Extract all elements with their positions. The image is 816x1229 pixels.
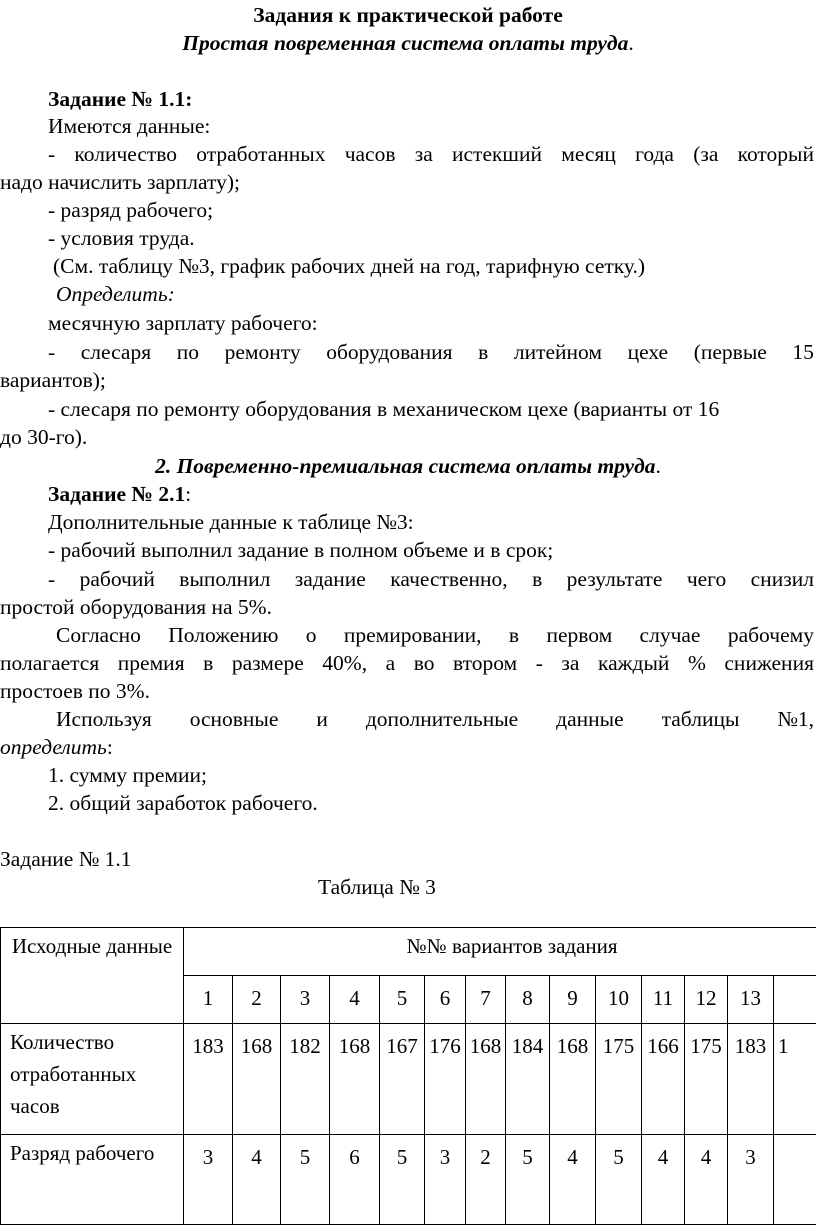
word: о xyxy=(305,623,317,647)
subtitle-text: Простая повременная система оплаты труда xyxy=(182,31,629,55)
variant-number: 5 xyxy=(380,976,425,1024)
task-2-1-para1-line2 xyxy=(0,650,814,678)
word: данные xyxy=(556,707,624,731)
task-2-1-intro: Дополнительные данные к таблице №3: xyxy=(48,510,414,534)
variant-number: 1 xyxy=(184,976,233,1024)
word: полагается xyxy=(0,651,100,675)
word: случае xyxy=(639,623,701,647)
table-cell: 4 xyxy=(550,1135,596,1225)
table-cell: 184 xyxy=(506,1024,550,1135)
table-caption: Таблица № 3 xyxy=(318,875,436,899)
variant-number: 8 xyxy=(506,976,550,1024)
task-1-1-option1-line1 xyxy=(48,339,814,367)
word: каждый xyxy=(597,651,670,675)
word: месяц xyxy=(561,142,616,166)
word: (за xyxy=(693,142,719,166)
data-table xyxy=(0,927,816,1225)
table-cell: 168 xyxy=(330,1024,380,1135)
task-1-1-option1-line2: вариантов); xyxy=(0,368,106,392)
word: Используя xyxy=(56,707,152,731)
table-cell: 3 xyxy=(728,1135,774,1225)
word: литейном xyxy=(513,340,602,364)
table-cell: 167 xyxy=(380,1024,425,1135)
word: истекший xyxy=(452,142,542,166)
task-1-1-heading: Задание № 1.1: xyxy=(48,87,193,111)
variant-number: 2 xyxy=(233,976,281,1024)
word: чего xyxy=(686,567,727,591)
task-1-1-option2-line2: до 30-го). xyxy=(0,425,88,449)
task-2-1-item2-line2: простой оборудования на 5%. xyxy=(0,595,272,619)
table-cell: 183 xyxy=(728,1024,774,1135)
table-row-grade xyxy=(1,1135,816,1225)
variant-number: 12 xyxy=(685,976,728,1024)
section-2-title-dot: . xyxy=(655,454,661,478)
task-2-1-item1: - рабочий выполнил задание в полном объеме и в срок; xyxy=(48,538,554,562)
word: цехе xyxy=(627,340,669,364)
table-cell: 6 xyxy=(330,1135,380,1225)
subtitle-dot: . xyxy=(628,31,634,55)
section-2-title xyxy=(0,453,816,481)
word: снижения xyxy=(724,651,814,675)
word: оборудования xyxy=(326,340,453,364)
word: втором xyxy=(452,651,518,675)
task-2-1-para1-line1 xyxy=(56,622,814,650)
word: таблицы xyxy=(661,707,740,731)
task-2-1-determine: определить xyxy=(0,735,107,759)
table-cell: 3 xyxy=(425,1135,466,1225)
task-1-1-determine: Определить: xyxy=(56,282,175,306)
header-cell-variants: №№ вариантов задания xyxy=(184,928,816,976)
word: основные xyxy=(189,707,279,731)
word: слесаря xyxy=(80,340,152,364)
word: - xyxy=(48,340,56,364)
word: рабочий xyxy=(79,567,155,591)
table-cell: 183 xyxy=(184,1024,233,1135)
table-cell: 175 xyxy=(596,1024,642,1135)
word: за xyxy=(414,142,433,166)
word: во xyxy=(413,651,435,675)
word: часов xyxy=(344,142,396,166)
word: выполнил xyxy=(179,567,271,591)
table-cell: 5 xyxy=(281,1135,330,1225)
task-1-1-option2-line1: - слесаря по ремонту оборудования в механическом цехе (варианты от 16 xyxy=(48,397,720,421)
variant-number: 3 xyxy=(281,976,330,1024)
word: количество xyxy=(74,142,178,166)
document-subtitle xyxy=(0,30,816,58)
word: снизил xyxy=(750,567,814,591)
table-row-hours xyxy=(1,1024,816,1135)
table-cell: 168 xyxy=(466,1024,506,1135)
word: №1, xyxy=(777,707,814,731)
task-2-1-question1: 1. сумму премии; xyxy=(48,763,207,787)
word: премия xyxy=(117,651,185,675)
table-cell: 5 xyxy=(380,1135,425,1225)
table-cell: 168 xyxy=(233,1024,281,1135)
word: задание xyxy=(294,567,366,591)
word: - xyxy=(48,567,56,591)
variant-number: 6 xyxy=(425,976,466,1024)
word: 15 xyxy=(792,340,814,364)
table-cell: 175 xyxy=(685,1024,728,1135)
task-1-1-item3: - условия труда. xyxy=(48,226,195,250)
word: в xyxy=(508,623,520,647)
word: ремонту xyxy=(224,340,301,364)
task-2-1-heading-colon: : xyxy=(185,482,192,506)
word: который xyxy=(737,142,814,166)
task-2-1-para2-line2 xyxy=(0,734,113,762)
table-cell: 5 xyxy=(596,1135,642,1225)
variant-number xyxy=(774,976,816,1024)
task-1-1-intro: Имеются данные: xyxy=(48,114,211,138)
table-cell: 1 xyxy=(774,1024,816,1135)
word: в xyxy=(478,340,489,364)
word: в xyxy=(532,567,543,591)
word: % xyxy=(687,651,706,675)
variant-number: 10 xyxy=(596,976,642,1024)
table-cell: 176 xyxy=(425,1024,466,1135)
word: года xyxy=(635,142,674,166)
table-cell: 4 xyxy=(233,1135,281,1225)
table-header-row xyxy=(1,928,816,976)
word: Положению xyxy=(168,623,279,647)
word: рабочему xyxy=(727,623,814,647)
row-label: Разряд рабочего xyxy=(1,1135,184,1225)
task-2-1-heading xyxy=(48,481,191,509)
task-1-1-note: (См. таблицу №3, график рабочих дней на год, тарифную сетку.) xyxy=(53,254,646,278)
word: за xyxy=(561,651,580,675)
task-2-1-para2-line1 xyxy=(56,706,814,734)
variant-number: 11 xyxy=(642,976,685,1024)
variant-number: 4 xyxy=(330,976,380,1024)
header-cell-source-data: Исходные данные xyxy=(1,928,184,1024)
table-cell: 5 xyxy=(506,1135,550,1225)
word: дополнительные xyxy=(365,707,519,731)
row-label: Количество отработанных часов xyxy=(1,1024,184,1135)
word: отработанных xyxy=(196,142,326,166)
task-1-1-item2: - разряд рабочего; xyxy=(48,198,214,222)
table-cell: 166 xyxy=(642,1024,685,1135)
word: (первые xyxy=(693,340,767,364)
table-cell: 4 xyxy=(685,1135,728,1225)
table-cell xyxy=(774,1135,816,1225)
table-cell: 168 xyxy=(550,1024,596,1135)
table-task-label: Задание № 1.1 xyxy=(0,847,132,871)
variant-number: 9 xyxy=(550,976,596,1024)
task-2-1-question2: 2. общий заработок рабочего. xyxy=(48,791,318,815)
word: по xyxy=(176,340,199,364)
word: Согласно xyxy=(56,623,141,647)
table-cell: 182 xyxy=(281,1024,330,1135)
word: - xyxy=(48,142,56,166)
section-2-title-text: 2. Повременно-премиальная система оплаты труда xyxy=(155,454,656,478)
task-2-1-para1-line3: простоев по 3%. xyxy=(0,679,150,703)
table-cell: 3 xyxy=(184,1135,233,1225)
task-1-1-salary: месячную зарплату рабочего: xyxy=(48,311,318,335)
word: премировании, xyxy=(343,623,482,647)
word: - xyxy=(535,651,543,675)
word: результате xyxy=(566,567,663,591)
word: а xyxy=(385,651,396,675)
task-2-1-item2-line1 xyxy=(48,566,814,594)
word: качественно, xyxy=(390,567,508,591)
task-1-1-item1-line1 xyxy=(48,141,814,169)
variant-number: 7 xyxy=(466,976,506,1024)
word: размере xyxy=(231,651,304,675)
table-cell: 2 xyxy=(466,1135,506,1225)
word: первом xyxy=(546,623,613,647)
task-2-1-determine-colon: : xyxy=(106,735,113,759)
table-cell: 4 xyxy=(642,1135,685,1225)
task-2-1-heading-text: Задание № 2.1 xyxy=(48,482,186,506)
task-1-1-item1-line2: надо начислить зарплату); xyxy=(0,170,240,194)
document-title: Задания к практической работе xyxy=(253,3,563,27)
word: в xyxy=(203,651,214,675)
variant-number: 13 xyxy=(728,976,774,1024)
word: и xyxy=(316,707,328,731)
word: 40%, xyxy=(322,651,368,675)
